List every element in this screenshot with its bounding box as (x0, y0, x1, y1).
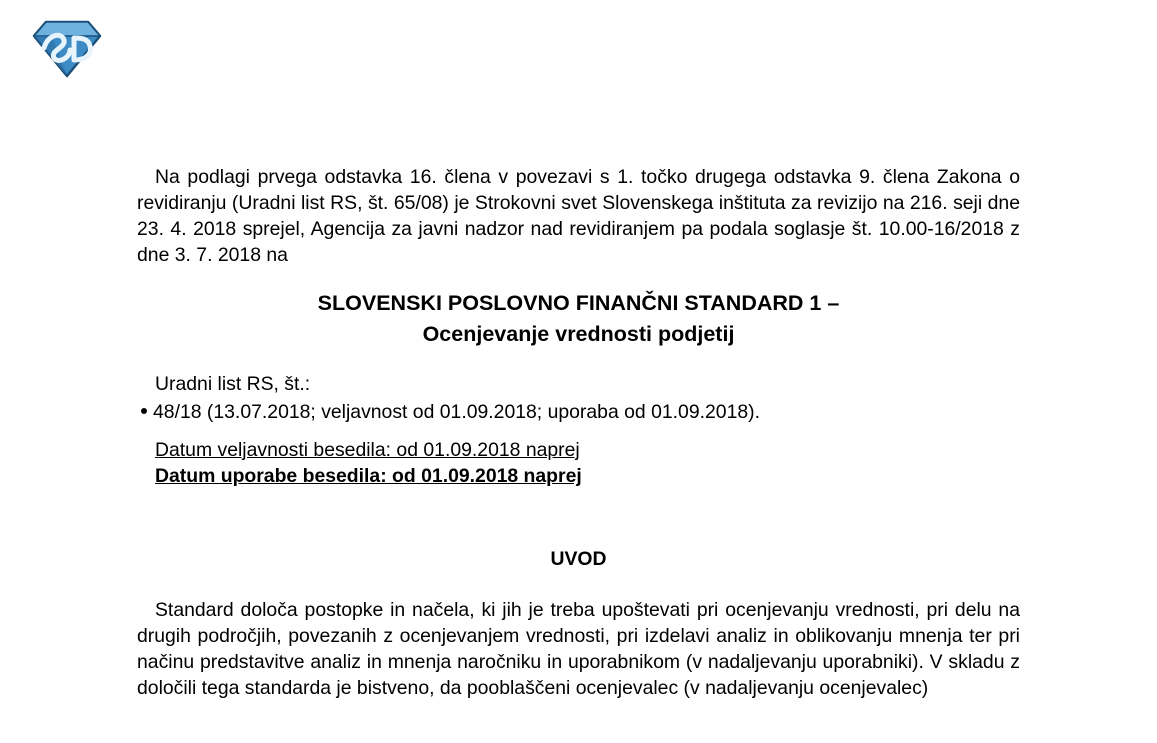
dates-block (137, 437, 1020, 489)
preamble-paragraph: Na podlagi prvega odstavka 16. člena v povezavi s 1. točko drugega odstavka 9. člena Zakona o revidiranju (Uradni list RS, št. 65/08) je Strokovni svet Slovenskega inštituta za revizijo na 216. seji dne 23. 4. 2018 sprejel, Agencija za javni nadzor nad revidiranjem pa podala soglasje št. 10.00-16/2018 z dne 3. 7. 2018 na (137, 166, 1020, 266)
title-line-2: Ocenjevanje vrednosti podjetij (422, 322, 735, 346)
application-date: Datum uporabe besedila: od 01.09.2018 naprej (155, 465, 582, 487)
gazette-reference (137, 370, 1020, 427)
gazette-entry (155, 398, 1020, 427)
document-body (137, 164, 1020, 701)
section-heading: UVOD (550, 548, 607, 570)
document-title (137, 288, 1020, 350)
gazette-entry-text: 48/18 (13.07.2018; veljavnost od 01.09.2018; uporaba od 01.09.2018). (153, 401, 760, 423)
title-line-1: SLOVENSKI POSLOVNO FINANČNI STANDARD 1 – (317, 291, 840, 315)
validity-date: Datum veljavnosti besedila: od 01.09.2018 naprej (155, 439, 580, 461)
bullet-icon (141, 408, 147, 414)
gazette-label: Uradni list RS, št.: (155, 373, 311, 395)
intro-paragraph: Standard določa postopke in načela, ki jih je treba upoštevati pri ocenjevanju vrednosti, pri delu na drugih področjih, povezanih z ocenjevanjem vrednosti, pri izdelavi analiz in oblikovanju mnenja ter pri načinu predstavitve analiz in mnenja naročniku in uporabnikom (v nadaljevanju uporabniki). V skladu z določili tega standarda je bistveno, da pooblaščeni ocenjevalec (v nadaljevanju ocenjevalec) (137, 599, 1020, 699)
diamond-shield-logo-icon (30, 18, 104, 80)
